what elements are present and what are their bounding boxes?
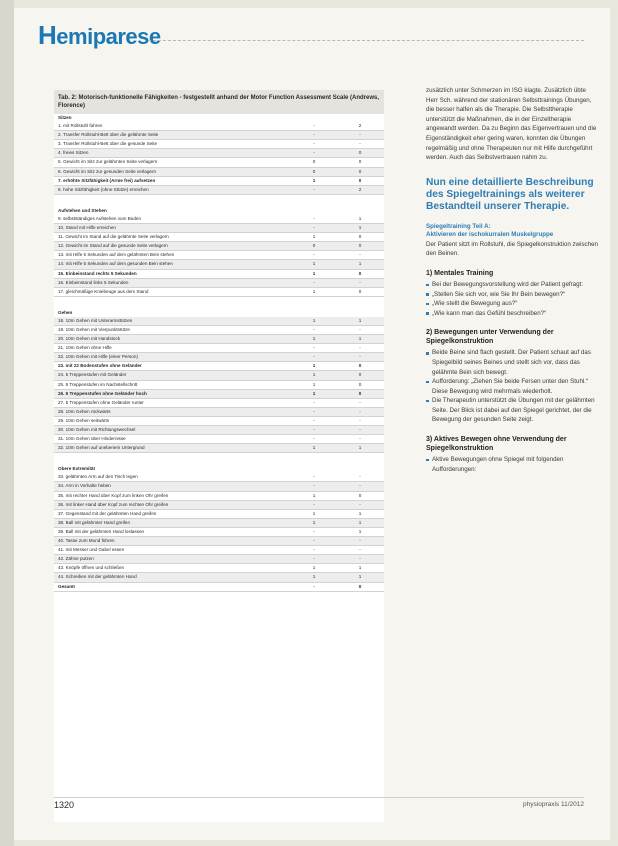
score-final: - <box>359 345 361 351</box>
item-label: 6. Gewicht im Sitz zur gesunden Seite verlagern <box>58 168 157 174</box>
bullet-item: Beide Beine sind flach gestellt. Der Patient schaut auf das Spiegelbild seines Beines und stellt sich vor, dass das gelähmte Bein sich bewegt. <box>426 348 598 377</box>
score-initial: 1 <box>312 261 316 267</box>
item-label: 22. 10m Gehen mit Hilfe (einer Person) <box>58 354 138 360</box>
item-label: 31. 10m Gehen über Hindernisse <box>58 436 126 442</box>
score-initial: 1 <box>312 445 316 451</box>
article-headline: Nun eine detaillierte Beschreibung des Spiegeltrainings als weiterer Bestandteil unserer Therapie. <box>426 176 594 212</box>
item-label: 23. mit 22 Bodenstufen ohne Geländer <box>58 363 142 369</box>
score-initial: - <box>313 528 315 534</box>
subhead-part-a: Spiegeltraining Teil A: <box>426 222 491 230</box>
item-label: 10. Stand mit Hilfe erreichen <box>58 225 116 231</box>
section-title-initial: H <box>38 20 57 50</box>
table-row <box>54 417 384 426</box>
table-row <box>54 186 384 195</box>
table-row <box>54 242 384 251</box>
score-initial: - <box>313 279 315 285</box>
score-final: 0 <box>358 150 362 156</box>
bullet-item: Aufforderung: „Ziehen Sie beide Fersen unter den Stuhl.“ Diese Bewegung wird mehrmals wiederholt. <box>426 377 598 396</box>
score-initial: 0 <box>312 243 316 249</box>
item-label: 30. 10m Gehen mit Richtungswechsel <box>58 427 136 432</box>
page-footer <box>54 797 584 812</box>
table-group-heading <box>54 207 384 215</box>
score-initial: 1 <box>312 574 316 580</box>
table-group-heading <box>54 309 384 317</box>
intro-paragraph: zusätzlich unter Schmerzen im ISG klagte. Zusätzlich übte Herr Sch. während der stationären Selbsttrainings Übungen, die besser halfen als die Therapie. Die Selbsttherapie unterstützt die Maßnahmen, die in der Einzeltherapie angewandt werden. Da zu Beginn das Eigenvertrauen und die Eigenständigkeit eher gering waren, konnten die Übungen regelmäßig und ohne Therapeuten nur mit Hilfe durchgeführt werden. Auch das Selbstvertrauen nahm zu. <box>426 87 597 162</box>
table-row <box>54 131 384 140</box>
score-final: - <box>359 538 361 544</box>
section-mirror-training-title: 2) Bewegungen unter Verwendung der Spiegelkonstruktion <box>426 329 554 346</box>
score-final: - <box>359 547 361 553</box>
item-label: 44. Schreiben mit der gelähmten Hand <box>58 574 137 580</box>
score-final: 1 <box>358 519 362 525</box>
score-initial: 0 <box>312 168 316 174</box>
table-row <box>54 390 384 399</box>
score-final: - <box>359 408 361 414</box>
score-initial: 1 <box>312 565 316 571</box>
scan-shadow <box>0 0 14 846</box>
score-final: 0 <box>358 372 362 378</box>
item-label: 11. Gewicht im Stand auf die gelähmte Seite verlagern <box>58 234 169 240</box>
item-label: 40. Tasse zum Mund führen <box>58 538 115 544</box>
item-label: 4. freies Sitzen <box>58 150 89 156</box>
score-initial: 1 <box>312 390 316 396</box>
table-row <box>54 555 384 564</box>
item-label: 27. 5 Treppenstufen ohne Geländer runter <box>58 399 144 405</box>
table-row <box>54 224 384 233</box>
page-number: 1320 <box>54 800 75 810</box>
table-row <box>54 288 384 297</box>
score-initial: 1 <box>312 317 316 323</box>
item-label: 17. gleichmäßige Kniebeuge aus dem Stand <box>58 288 149 294</box>
score-final: 0 <box>358 381 362 387</box>
score-final: 1 <box>358 565 362 571</box>
table-row <box>54 317 384 326</box>
group-heading-text: Gehen <box>58 309 73 315</box>
total-label: Gesamt <box>58 583 75 589</box>
header-divider <box>148 40 584 41</box>
section-mirror-training-list <box>426 348 598 425</box>
group-spacer <box>54 195 384 207</box>
score-final: 0 <box>358 390 362 396</box>
score-final: 2 <box>358 186 362 192</box>
score-final: - <box>359 141 361 147</box>
score-final: 1 <box>358 225 362 231</box>
score-initial: - <box>313 225 315 231</box>
item-label: 24. 5 Treppenstufen mit Geländer <box>58 372 127 378</box>
table-row <box>54 528 384 537</box>
score-final: 0 <box>358 234 362 240</box>
score-final: 1 <box>358 445 362 451</box>
bullet-item: „Stellen Sie sich vor, wie Sie Ihr Bein bewegen?“ <box>426 290 598 300</box>
item-label: 19. 10m Gehen mit Vierpunktstütze <box>58 326 130 332</box>
table-row <box>54 573 384 582</box>
score-initial: - <box>313 326 315 332</box>
score-final: - <box>359 556 361 562</box>
score-final: - <box>359 427 361 432</box>
total-initial: - <box>313 583 315 589</box>
setup-paragraph: Der Patient sitzt im Rollstuhl, die Spiegelkonstruktion zwischen den Beinen. <box>426 240 598 258</box>
section-title-rest: emiparese <box>56 24 161 49</box>
bullet-item: „Wie stellt die Bewegung aus?“ <box>426 299 598 309</box>
magazine-page <box>14 8 610 840</box>
item-label: 43. Knöpfe öffnen und schließen <box>58 565 125 571</box>
score-initial: - <box>313 132 315 138</box>
item-label: 26. 5 Treppenstufen ohne Geländer hoch <box>58 390 147 396</box>
table-row <box>54 519 384 528</box>
table-row <box>54 122 384 131</box>
subhead-muscle-group: Aktivieren der ischokurralen Muskelgruppe <box>426 231 554 239</box>
table-row <box>54 546 384 555</box>
score-initial: - <box>313 345 315 351</box>
score-final: 0 <box>358 492 362 498</box>
table-row <box>54 537 384 546</box>
table-row <box>54 168 384 177</box>
bullet-item: Die Therapeutin unterstützt die Übungen mit der gelähmten Seite. Der Blick ist dabei auf den Spiegel gerichtet, der die Bewegung der gesunden Seite zeigt. <box>426 396 598 425</box>
table-caption: Tab. 2: Motorisch-funktionelle Fähigkeiten - festgestellt anhand der Motor Function Assessment Scale (Andrews, Florence) <box>54 90 384 114</box>
score-initial: - <box>313 436 315 442</box>
section-mental-training-list <box>426 280 598 318</box>
score-final: 1 <box>358 261 362 267</box>
article-column <box>426 86 598 474</box>
table-row <box>54 381 384 390</box>
item-label: 7. erhöhte Sitzfähigkeit (Arme frei) aufsetzen <box>58 177 156 183</box>
score-initial: - <box>313 538 315 544</box>
score-initial: - <box>313 399 315 405</box>
table-row <box>54 510 384 519</box>
table-row <box>54 492 384 501</box>
score-final: 0 <box>358 270 362 276</box>
score-initial: 1 <box>312 270 316 276</box>
score-initial: - <box>313 427 315 432</box>
item-label: 36. mit linker Hand über Kopf zum rechten Ohr greifen <box>58 501 169 507</box>
score-initial: - <box>313 417 315 423</box>
table-row <box>54 408 384 417</box>
score-initial: - <box>313 141 315 147</box>
table-row <box>54 251 384 260</box>
score-final: - <box>359 279 361 285</box>
group-heading-text: Sitzen <box>58 115 72 120</box>
score-initial: - <box>313 501 315 507</box>
score-initial: - <box>313 123 315 129</box>
score-final: 1 <box>358 317 362 323</box>
score-final: 0 <box>358 159 362 165</box>
item-label: 18. 10m Gehen mit Unterarmstützen <box>58 317 133 323</box>
score-initial: - <box>313 150 315 156</box>
score-final: - <box>359 501 361 507</box>
score-final: 0 <box>358 168 362 174</box>
score-initial: - <box>313 547 315 553</box>
table-row <box>54 279 384 288</box>
score-final: - <box>359 417 361 423</box>
score-final: 1 <box>358 574 362 580</box>
item-label: 13. mit Hilfe 5 Sekunden auf dem gelähmten Bein stehen <box>58 252 175 258</box>
item-label: 35. mit rechter Hand über Kopf zum linken Ohr greifen <box>58 492 169 498</box>
table-row <box>54 399 384 408</box>
score-initial: - <box>313 215 315 221</box>
item-label: 28. 10m Gehen rückwärts <box>58 408 111 414</box>
item-label: 2. Transfer Rollstuhl-Bett über die gelähmte Seite <box>58 132 159 138</box>
table-total-row <box>54 583 384 592</box>
score-final: - <box>359 326 361 332</box>
score-final: 1 <box>358 510 362 516</box>
score-final: 0 <box>358 243 362 249</box>
score-final: - <box>359 252 361 258</box>
item-label: 25. 5 Treppenstufen im Nachstellschritt <box>58 381 138 387</box>
group-spacer <box>54 297 384 309</box>
score-initial: - <box>313 408 315 414</box>
table-row <box>54 149 384 158</box>
score-initial: - <box>313 483 315 489</box>
item-label: 38. Ball mit gelähmter Hand greifen <box>58 519 131 525</box>
score-initial: 1 <box>312 288 316 294</box>
item-label: 8. hohe Sitzfähigkeit (ohne Stütze) erreichen <box>58 186 149 192</box>
table-row <box>54 326 384 335</box>
table-row <box>54 158 384 167</box>
table-row <box>54 270 384 279</box>
score-initial: - <box>313 556 315 562</box>
table-body <box>54 114 384 592</box>
score-final: 1 <box>358 215 362 221</box>
item-label: 42. Zähne putzen <box>58 556 94 562</box>
table-row <box>54 482 384 491</box>
score-initial: 1 <box>312 234 316 240</box>
table-row <box>54 564 384 573</box>
section-active-movement-list <box>426 455 598 474</box>
item-label: 32. 10m Gehen auf unebenem Untergrund <box>58 445 145 451</box>
table-row <box>54 501 384 510</box>
score-initial: 1 <box>312 177 316 183</box>
score-final: - <box>359 354 361 360</box>
group-spacer <box>54 453 384 465</box>
score-final: - <box>359 132 361 138</box>
score-initial: - <box>313 474 315 480</box>
item-label: 21. 10m Gehen ohne Hilfe <box>58 345 112 351</box>
table-group-heading <box>54 114 384 122</box>
score-final: 0 <box>358 288 362 294</box>
item-label: 39. Ball mit der gelähmten Hand loslassen <box>58 528 145 534</box>
score-initial: 1 <box>312 381 316 387</box>
table-row <box>54 362 384 371</box>
bullet-item: „Wie kann man das Gefühl beschreiben?“ <box>426 309 598 319</box>
item-label: 5. Gewicht im Sitz zur gelähmten Seite verlagern <box>58 159 158 165</box>
score-initial: 1 <box>312 336 316 342</box>
table-row <box>54 426 384 435</box>
section-active-movement-title: 3) Aktives Bewegen ohne Verwendung der Spiegelkonstruktion <box>426 436 567 453</box>
table-row <box>54 473 384 482</box>
item-label: 9. selbstständiges Aufstehen vom Boden <box>58 215 141 221</box>
score-initial: 0 <box>312 159 316 165</box>
bullet-item: Aktive Bewegungen ohne Spiegel mit folgenden Aufforderungen: <box>426 455 598 474</box>
group-heading-text: Aufstehen und Stehen <box>58 207 107 213</box>
score-final: 0 <box>358 177 362 183</box>
score-initial: - <box>313 354 315 360</box>
table-row <box>54 371 384 380</box>
section-title <box>38 20 161 51</box>
item-label: 33. gelähmten Arm auf den Tisch legen <box>58 474 138 480</box>
table-row <box>54 444 384 453</box>
item-label: 37. Gegenstand mit der gelähmten Hand greifen <box>58 510 157 516</box>
score-final: - <box>359 436 361 442</box>
item-label: 12. Gewicht im Stand auf die gesunde Seite verlagern <box>58 243 168 249</box>
table-row <box>54 344 384 353</box>
score-final: - <box>359 399 361 405</box>
score-initial: - <box>313 252 315 258</box>
score-final: 1 <box>358 528 362 534</box>
item-label: 34. Arm in Vorhalte heben <box>58 483 111 489</box>
table-row <box>54 215 384 224</box>
score-initial: 1 <box>312 492 316 498</box>
score-final: 1 <box>358 336 362 342</box>
table-row <box>54 260 384 269</box>
item-label: 15. Einbeinstand rechts 5 Sekunden <box>58 270 137 276</box>
journal-name: physiopraxis 11/2012 <box>523 801 584 808</box>
item-label: 3. Transfer Rollstuhl-Bett über die gesunde Seite <box>58 141 158 147</box>
item-label: 1. mit Rollstuhl fahren <box>58 123 103 129</box>
item-label: 14. mit Hilfe 5 Sekunden auf dem gesunden Bein stehen <box>58 261 173 267</box>
page-header <box>14 8 610 60</box>
table-row <box>54 435 384 444</box>
item-label: 29. 10m Gehen seitwärts <box>58 417 110 423</box>
score-final: - <box>359 483 361 489</box>
total-final: 0 <box>358 583 362 589</box>
section-mental-training-title: 1) Mentales Training <box>426 269 494 277</box>
item-label: 16. Einbeinstand links 5 Sekunden <box>58 279 129 285</box>
score-initial: 1 <box>312 510 316 516</box>
table-row <box>54 140 384 149</box>
score-final: - <box>359 474 361 480</box>
assessment-table <box>54 90 384 822</box>
item-label: 20. 10m Gehen mit Handstock <box>58 336 121 342</box>
score-initial: - <box>313 186 315 192</box>
score-final: 0 <box>358 363 362 369</box>
item-label: 41. mit Messer und Gabel essen <box>58 547 125 553</box>
table-row <box>54 177 384 186</box>
table-row <box>54 353 384 362</box>
score-final: 2 <box>358 123 362 129</box>
score-initial: 1 <box>312 372 316 378</box>
score-initial: 1 <box>312 363 316 369</box>
bullet-item: Bei der Bewegungsvorstellung wird der Patient gefragt: <box>426 280 598 290</box>
score-initial: 1 <box>312 519 316 525</box>
table-row <box>54 335 384 344</box>
table-group-heading <box>54 465 384 473</box>
group-heading-text: Obere Extremität <box>58 466 96 472</box>
table-row <box>54 233 384 242</box>
